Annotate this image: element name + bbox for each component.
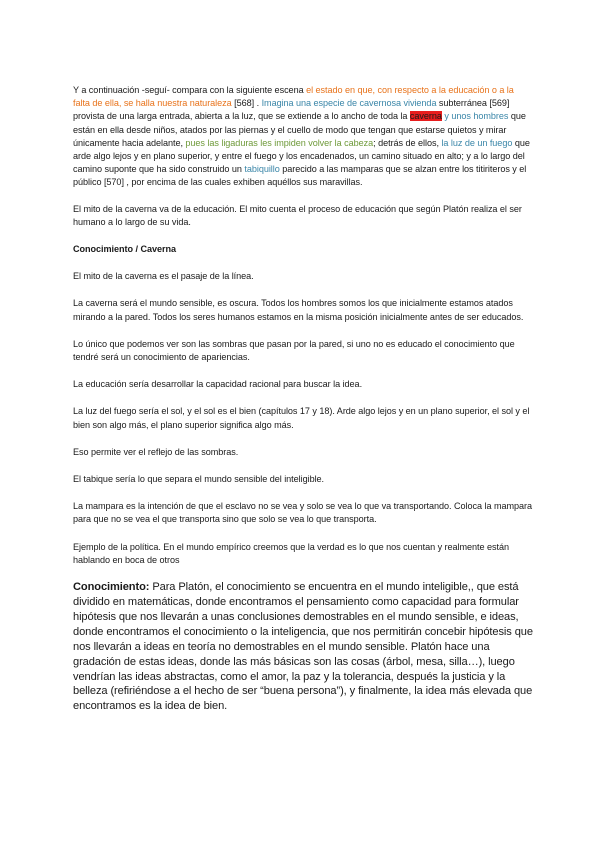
- paragraph-fuego: La luz del fuego sería el sol, y el sol es el bien (capítulos 17 y 18). Arde algo lejos y en un plano superior, el sol y el bien son algo más, el plano superior significa algo más.: [73, 406, 530, 430]
- paragraph-sombras: Lo único que podemos ver son las sombras que pasan por la pared, si uno no es educado el conocimiento que tendré será un conocimiento de apariencias.: [73, 338, 515, 363]
- quote-text: que están en ella desde niños, atados por las piernas y el cuello de modo que tengan que estarse quietos y mirar únicamente hacia adelante,: [73, 111, 526, 148]
- quote-highlight-teal: tabiquillo: [244, 164, 280, 175]
- quote-highlight-teal: la luz de un fuego: [441, 137, 513, 148]
- quote-text: parecido a las mamparas que se alzan entre los titiriteros y el público [570] , por encima de las cuales exhiben aquéllos sus maravillas.: [73, 164, 527, 188]
- section-heading: Conocimiento / Caverna: [73, 244, 176, 255]
- quote-highlight-teal: y unos hombres: [441, 111, 509, 122]
- document-page: [73, 84, 533, 714]
- paragraph-politica: Ejemplo de la política. En el mundo empírico creemos que la verdad es lo que nos cuentan y realmente están hablando en boca de otros: [73, 541, 510, 565]
- quote-text: que arde algo lejos y en plano superior, y entre el fuego y los encadenados, un camino situado en alto; y a lo largo del camino suponte que ha sido construido un: [73, 137, 530, 175]
- quote-text: Y a continuación -seguí- compara con la siguiente escena: [73, 85, 307, 95]
- paragraph-tabique: El tabique sería lo que separa el mundo sensible del inteligible.: [73, 474, 325, 485]
- paragraph-caverna: La caverna será el mundo sensible, es oscura. Todos los hombres somos los que inicialmente estamos atados mirando a la pared. Todos los seres humanos estamos en la misma posición inicialmente antes de ser educados.: [73, 298, 524, 322]
- paragraph-linea: El mito de la caverna es el pasaje de la línea.: [73, 271, 254, 282]
- paragraph-mampara: La mampara es la intención de que el esclavo no se vea y solo se vea lo que va transportando. Coloca la mampara para que no se vea el que transporta sino que solo se vea lo que transporta.: [73, 501, 533, 525]
- quote-text: ; detrás de ellos,: [373, 137, 442, 148]
- conocimiento-text: Para Platón, el conocimiento se encuentra en el mundo inteligible,, que está dividido en matemáticas, donde encontramos el pensamiento como capacidad para formular hipótesis que nos llevarán a unas conclusiones demostrables en el mundo sensible, e ideas, donde encontramos el conocimiento o la inteligencia, que nos permitirán concebir hipótesis que nos llevarán a ideas en teoría no demostrables en el mundo sensible. Platón hace una gradación de estas ideas, donde las más básicas son las cosas (árbol, mesa, silla…), luego vendrían las ideas abstractas, como el amor, la paz y la tolerancia, después la justicia y la belleza (refiriéndose a el hecho de ser “buena persona”), y finalmente, la idea más elevada que encontramos es la idea de bien.: [73, 581, 533, 713]
- quote-text: [568] .: [231, 98, 262, 109]
- quote-highlight-orange: el estado en que, con respecto a la educación o a la falta de ella, se halla nuestra naturaleza: [73, 85, 514, 109]
- paragraph-mito: El mito de la caverna va de la educación. El mito cuenta el proceso de educación que según Platón realiza el ser humano a lo largo de su vida.: [73, 203, 522, 227]
- conocimiento-label: Conocimiento:: [73, 581, 150, 594]
- quote-highlight-green: pues las ligaduras les impiden volver la cabeza: [185, 137, 374, 148]
- paragraph-educacion: La educación sería desarrollar la capacidad racional para buscar la idea.: [73, 379, 363, 390]
- paragraph-reflejo: Eso permite ver el reflejo de las sombras.: [73, 446, 239, 457]
- quote-paragraph: [73, 84, 533, 190]
- paragraph-conocimiento: [73, 580, 533, 714]
- quote-highlight-teal: Imagina una especie de cavernosa vivienda: [261, 98, 437, 109]
- quote-highlight-red: caverna: [409, 111, 442, 122]
- quote-text: subterránea [569] provista de una larga entrada, abierta a la luz, que se extiende a lo ancho de toda la: [73, 98, 510, 122]
